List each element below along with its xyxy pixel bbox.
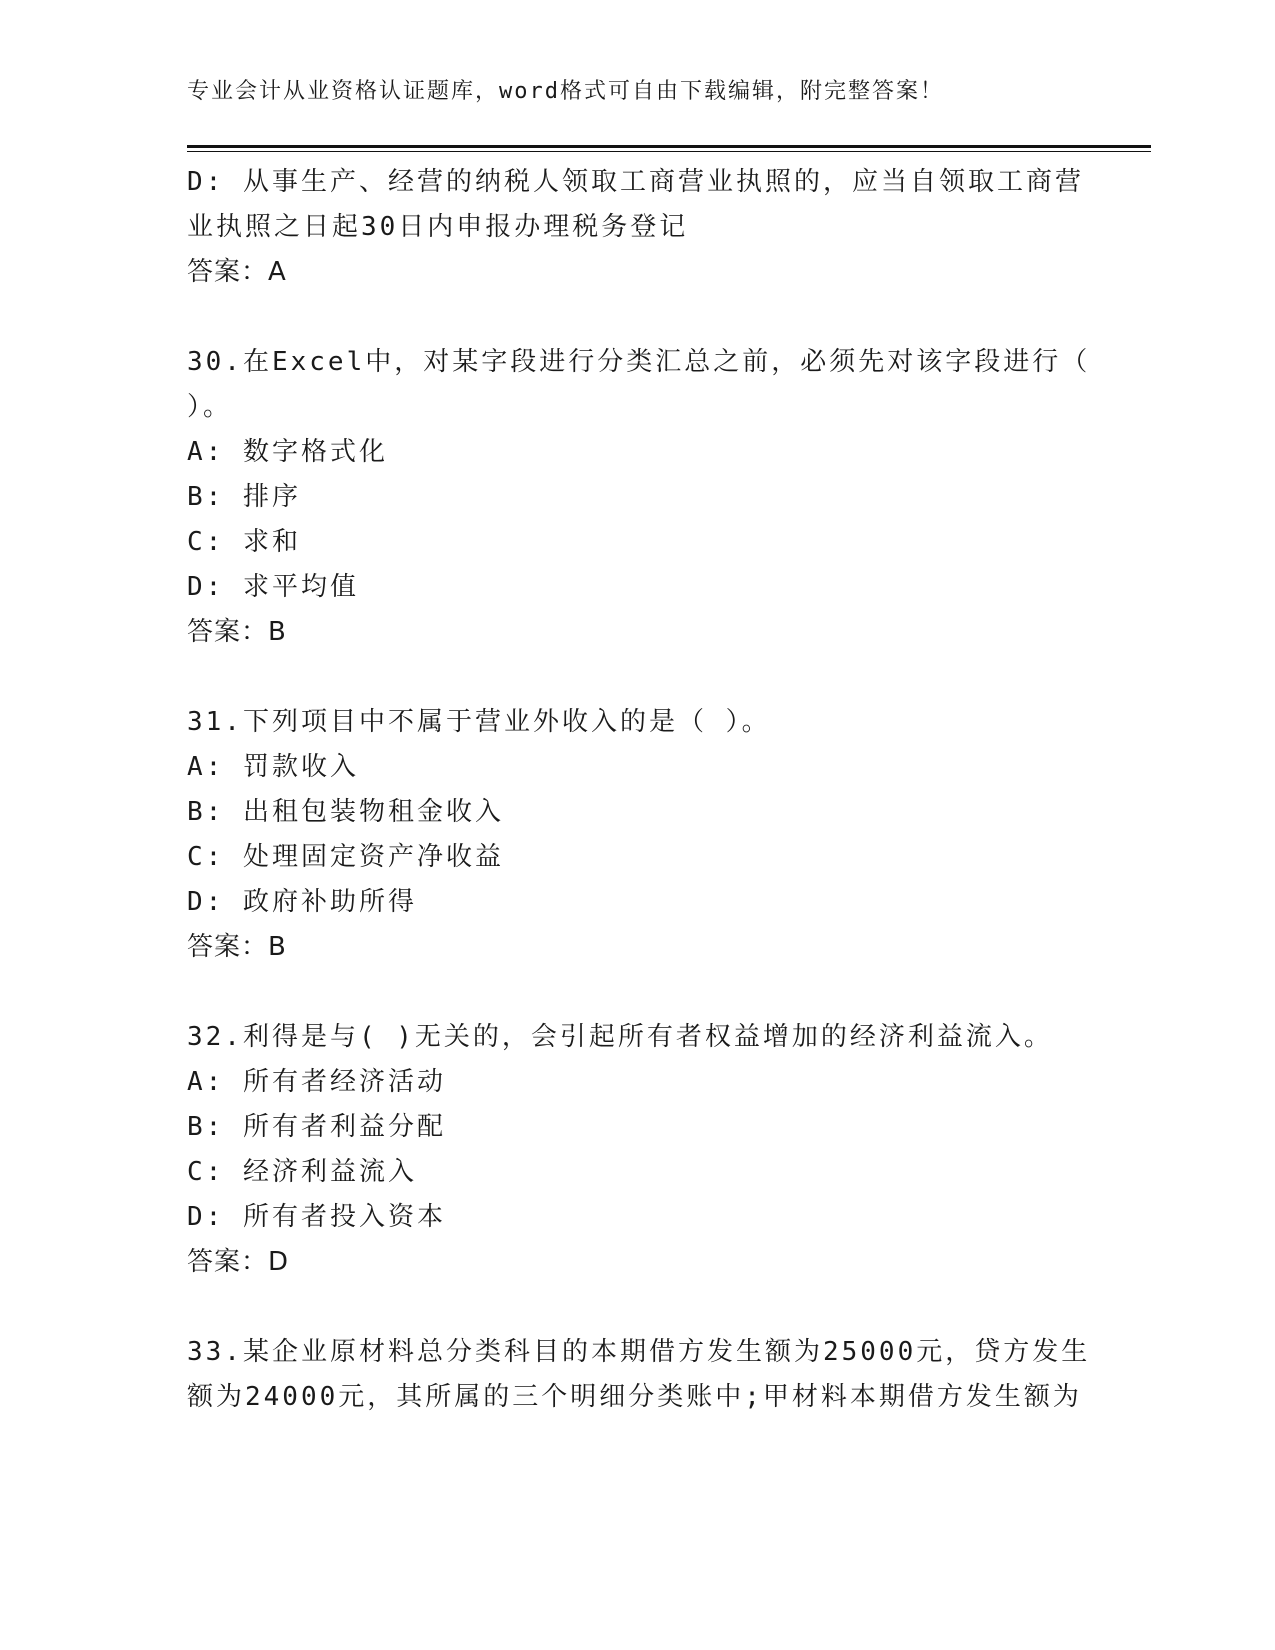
text-line: 业执照之日起30日内申报办理税务登记 <box>187 212 689 242</box>
text-line: 31.下列项目中不属于营业外收入的是（ ）。 <box>187 707 771 737</box>
header-rule-thick <box>187 145 1151 148</box>
text-line: 额为24000元，其所属的三个明细分类账中;甲材料本期借方发生额为 <box>187 1382 1082 1412</box>
paragraph-gap <box>187 970 1087 1015</box>
text-line: A: 数字格式化 <box>187 437 388 467</box>
text-line: A: 罚款收入 <box>187 752 359 782</box>
text-line: D: 求平均值 <box>187 572 359 602</box>
header-rule-thin <box>187 151 1151 152</box>
paragraph-gap <box>187 655 1087 700</box>
document-body <box>187 160 1091 1420</box>
text-line: C: 经济利益流入 <box>187 1157 417 1187</box>
text-line: ）。 <box>187 392 233 422</box>
answer-line: 答案：D <box>187 1247 290 1277</box>
page-header: 专业会计从业资格认证题库，word格式可自由下载编辑，附完整答案！ <box>187 79 944 104</box>
paragraph-gap <box>187 1285 1087 1330</box>
text-line: 32.利得是与( )无关的，会引起所有者权益增加的经济利益流入。 <box>187 1022 1053 1052</box>
text-line: D: 从事生产、经营的纳税人领取工商营业执照的，应当自领取工商营 <box>187 167 1084 197</box>
answer-line: 答案：B <box>187 932 287 962</box>
text-line: D: 政府补助所得 <box>187 887 417 917</box>
text-line: A: 所有者经济活动 <box>187 1067 446 1097</box>
answer-line: 答案：A <box>187 257 287 287</box>
text-line: C: 求和 <box>187 527 301 557</box>
text-line: 30.在Excel中，对某字段进行分类汇总之前，必须先对该字段进行（ <box>187 347 1091 377</box>
paragraph-gap <box>187 295 1087 340</box>
text-line: B: 排序 <box>187 482 301 512</box>
text-line: D: 所有者投入资本 <box>187 1202 446 1232</box>
text-line: B: 所有者利益分配 <box>187 1112 446 1142</box>
answer-line: 答案：B <box>187 617 287 647</box>
text-line: C: 处理固定资产净收益 <box>187 842 504 872</box>
text-line: B: 出租包装物租金收入 <box>187 797 504 827</box>
text-line: 33.某企业原材料总分类科目的本期借方发生额为25000元，贷方发生 <box>187 1337 1091 1367</box>
